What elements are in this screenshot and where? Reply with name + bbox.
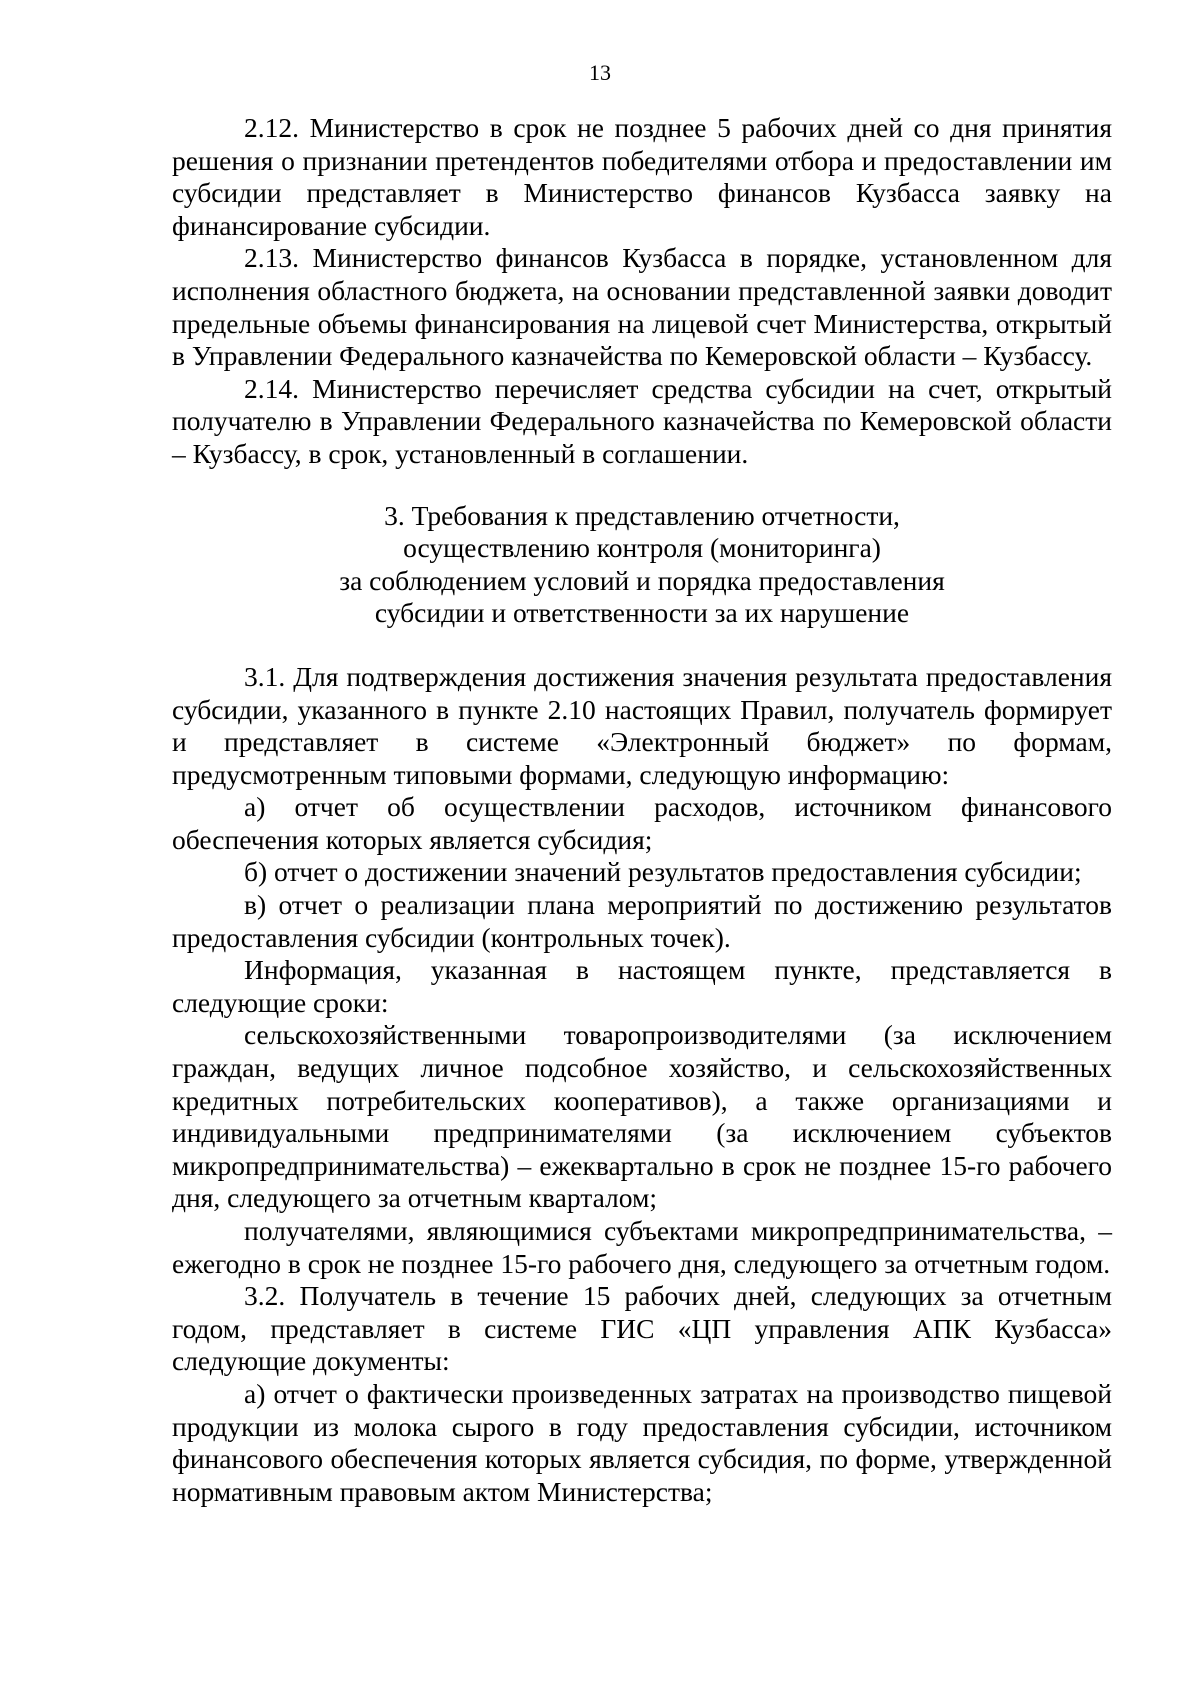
paragraph-2-13: 2.13. Министерство финансов Кузбасса в порядке, установленном для исполнения областного бюджета, на основании представленной заявки доводит предельные объемы финансирования на лицевой счет Министерства, открытый в Управлении Федерального казначейства по Кемеровской области – Кузбассу. [172,242,1112,372]
section-heading-line: субсидии и ответственности за их нарушение [374,597,910,629]
section-heading-line: осуществлению контроля (мониторинга) [403,532,881,564]
paragraph-micro-deadline: получателями, являющимися субъектами микропредпринимательства, – ежегодно в срок не позднее 15-го рабочего дня, следующего за отчетным годом. [172,1215,1112,1279]
paragraph-3-2: 3.2. Получатель в течение 15 рабочих дней, следующих за отчетным годом, представляет в системе ГИС «ЦП управления АПК Кузбасса» следующие документы: [172,1280,1112,1377]
document-body [172,112,1112,1508]
paragraph-info-deadlines: Информация, указанная в настоящем пункте, представляется в следующие сроки: [172,954,1112,1018]
section-heading-3 [172,500,1112,630]
list-item-v: в) отчет о реализации плана мероприятий по достижению результатов предоставления субсидии (контрольных точек). [172,889,1112,953]
page-number: 13 [589,60,611,85]
paragraph-2-12: 2.12. Министерство в срок не позднее 5 рабочих дней со дня принятия решения о признании претендентов победителями отбора и предоставлении им субсидии представляет в Министерство финансов Кузбасса заявку на финансирование субсидии. [172,112,1112,241]
paragraph-producers-deadline: сельскохозяйственными товаропроизводителями (за исключением граждан, ведущих личное подсобное хозяйство, и сельскохозяйственных кредитных потребительских кооперативов), а также организациями и индивидуальными предпринимателями (за исключением субъектов микропредпринимательства) – ежеквартально в срок не позднее 15-го рабочего дня, следующего за отчетным кварталом; [172,1019,1112,1214]
list-item-a: а) отчет об осуществлении расходов, источником финансового обеспечения которых является субсидия; [172,791,1112,855]
list-item-b: б) отчет о достижении значений результатов предоставления субсидии; [244,856,1082,888]
section-heading-line: за соблюдением условий и порядка предоставления [339,564,945,596]
paragraph-3-1: 3.1. Для подтверждения достижения значения результата предоставления субсидии, указанного в пункте 2.10 настоящих Правил, получатель формирует и представляет в системе «Электронный бюджет» по формам, предусмотренным типовыми формами, следующую информацию: [172,660,1112,790]
list-item-a-3-2: а) отчет о фактически произведенных затратах на производство пищевой продукции из молока сырого в году предоставления субсидии, источником финансового обеспечения которых является субсидия, по форме, утвержденной нормативным правовым актом Министерства; [172,1377,1112,1507]
paragraph-2-14: 2.14. Министерство перечисляет средства субсидии на счет, открытый получателю в Управлении Федерального казначейства по Кемеровской области – Кузбассу, в срок, установленный в соглашении. [172,372,1112,469]
section-heading-line: 3. Требования к представлению отчетности, [384,499,900,531]
